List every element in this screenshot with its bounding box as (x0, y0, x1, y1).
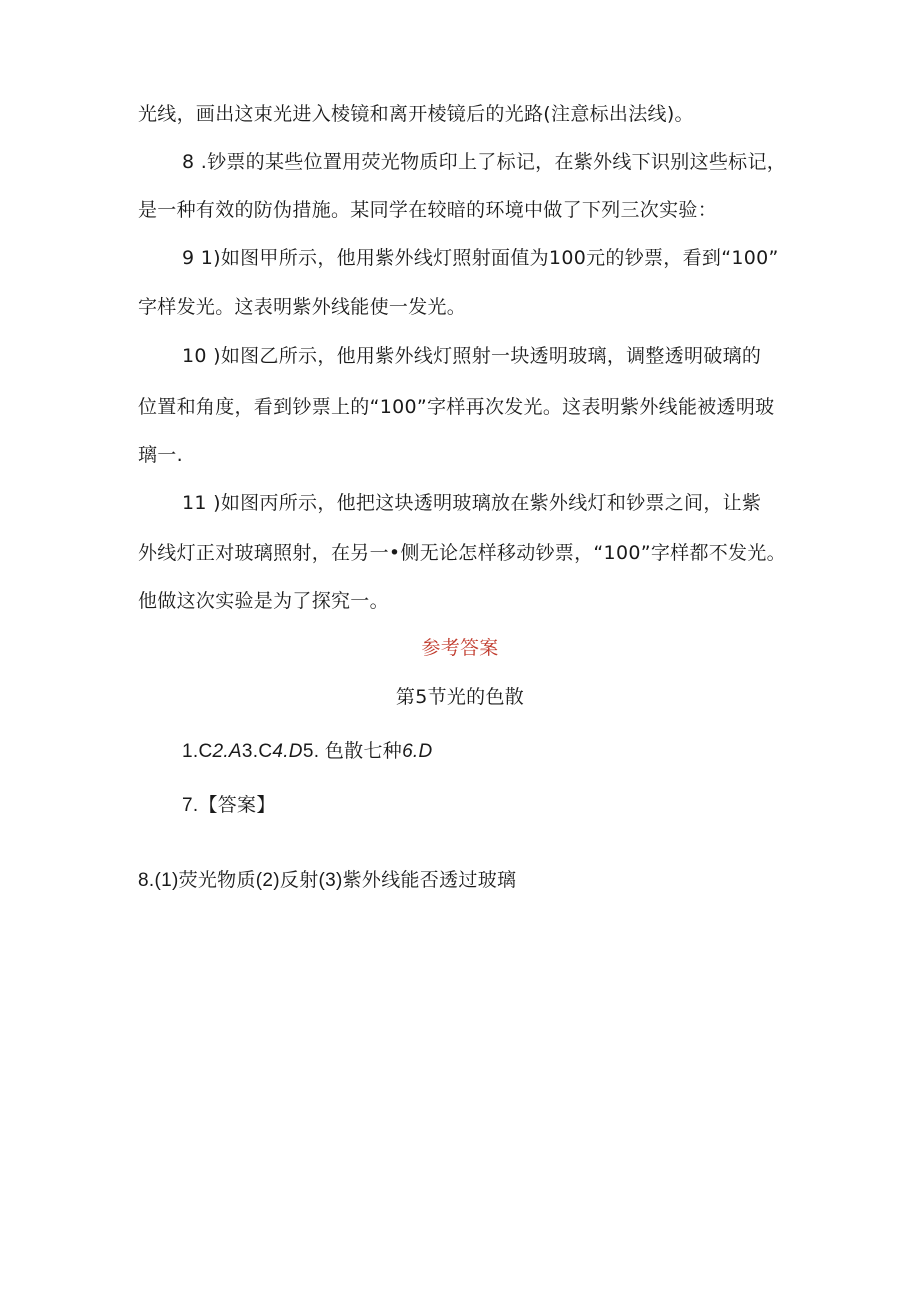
question-text-line: 他做这次实验是为了探究一。 (138, 590, 389, 612)
answer-item: 3.C (241, 741, 273, 762)
question-8-part-2: 10 )如图乙所示，他用紫外线灯照射一块透明玻璃，调整透明破璃的 (182, 345, 762, 367)
question-text-line: 外线灯正对玻璃照射，在另一•侧无论怎样移动钞票，“100”字样都不发光。 (138, 542, 786, 564)
answer-line-3: 8.(1)荧光物质(2)反射(3)紫外线能否透过玻璃 (138, 870, 517, 891)
section-title: 第5节光的色散 (395, 686, 525, 708)
answer-item: 6.D (402, 741, 433, 762)
answer-item: 2.A (212, 741, 242, 762)
answer-line-1 (182, 740, 433, 764)
question-text-line: 位置和角度，看到钞票上的“100”字样再次发光。这表明紫外线能被透明玻 (138, 396, 775, 418)
question-8-part-1: 9 1)如图甲所示，他用紫外线灯照射面值为100元的钞票，看到“100” (182, 247, 779, 269)
answer-item: 1.C (182, 741, 213, 762)
answer-item: 4.D (272, 741, 303, 762)
answer-heading: 参考答案 (421, 637, 499, 659)
answer-line-2: 7.【答案】 (182, 795, 276, 816)
question-text-line: 璃一. (138, 444, 183, 466)
question-8-part-3: 11 )如图丙所示，他把这块透明玻璃放在紫外线灯和钞票之间，让紫 (182, 492, 762, 514)
question-8-intro: 8 .钞票的某些位置用荧光物质印上了标记，在紫外线下识别这些标记， (182, 151, 787, 173)
question-text-line: 是一种有效的防伪措施。某同学在较暗的环境中做了下列三次实验： (138, 199, 718, 221)
question-text-line: 光线，画出这束光进入棱镜和离开棱镜后的光路(注意标出法线)。 (138, 103, 694, 125)
answer-item: 5. 色散七种 (302, 741, 403, 762)
question-text-line: 字样发光。这表明紫外线能使一发光。 (138, 296, 467, 318)
